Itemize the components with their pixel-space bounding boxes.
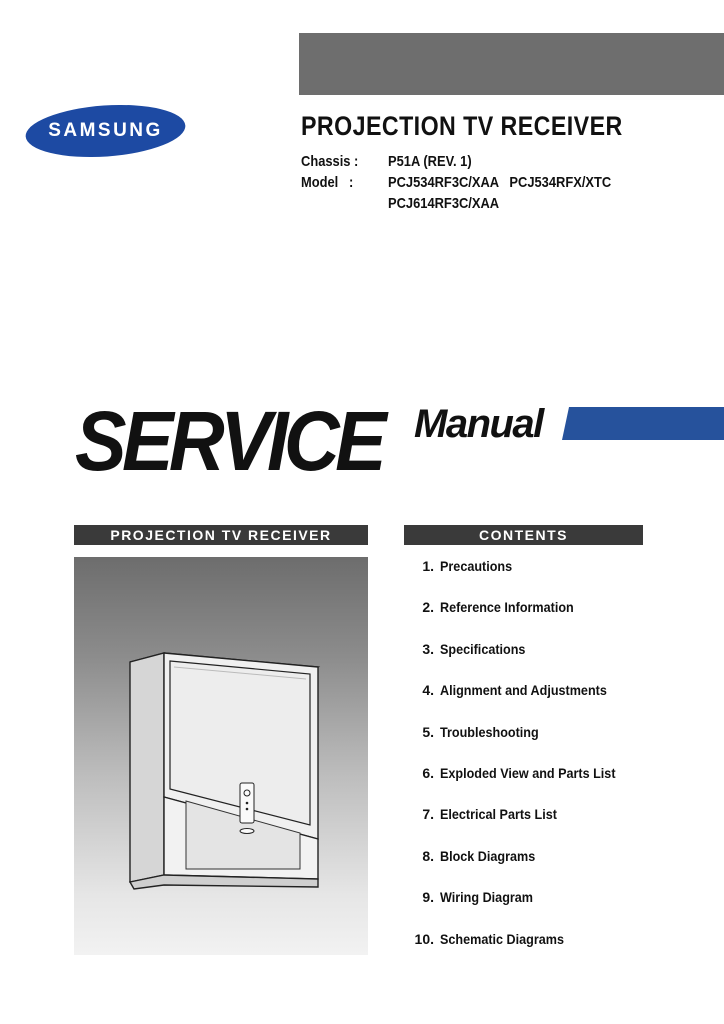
contents-item-label: Wiring Diagram xyxy=(440,889,534,906)
contents-item-number: 8. xyxy=(422,847,434,864)
contents-item-label: Alignment and Adjustments xyxy=(440,682,607,699)
contents-item[interactable] xyxy=(404,641,724,661)
contents-item-number: 9. xyxy=(422,889,434,906)
contents-item-number: 2. xyxy=(422,599,434,616)
contents-item-label: Block Diagrams xyxy=(440,847,536,864)
top-gray-bar xyxy=(299,33,724,95)
manual-wordmark: Manual xyxy=(414,402,543,446)
contents-item-label: Troubleshooting xyxy=(440,723,539,740)
projection-tv-icon xyxy=(74,557,368,955)
contents-item[interactable] xyxy=(404,724,724,744)
model-label: Model : xyxy=(301,174,354,191)
document-title: PROJECTION TV RECEIVER xyxy=(301,111,623,141)
contents-item-number: 4. xyxy=(422,682,434,699)
contents-item[interactable] xyxy=(404,931,724,951)
contents-item-number: 1. xyxy=(422,558,434,574)
chassis-label: Chassis : xyxy=(301,153,359,170)
contents-item-number: 6. xyxy=(422,765,434,781)
model-value-line2: PCJ614RF3C/XAA xyxy=(388,195,500,212)
contents-item-label: Reference Information xyxy=(440,599,574,616)
contents-item-number: 3. xyxy=(422,640,434,657)
service-wordmark: SERVICE xyxy=(75,394,383,488)
contents-item-label: Exploded View and Parts List xyxy=(440,765,616,781)
contents-item[interactable] xyxy=(404,848,724,868)
blue-accent-bar xyxy=(562,407,724,440)
samsung-logo xyxy=(25,104,186,158)
contents-item[interactable] xyxy=(404,765,724,785)
contents-item-label: Precautions xyxy=(440,558,513,574)
tv-illustration-panel xyxy=(74,557,368,955)
contents-item-label: Schematic Diagrams xyxy=(440,930,564,947)
contents-header: CONTENTS xyxy=(404,525,643,545)
contents-item[interactable] xyxy=(404,558,724,578)
contents-item[interactable] xyxy=(404,682,724,702)
contents-item-label: Specifications xyxy=(440,640,526,657)
contents-item-number: 10. xyxy=(414,930,434,947)
left-section-header: PROJECTION TV RECEIVER xyxy=(74,525,368,545)
contents-item-label: Electrical Parts List xyxy=(440,806,557,823)
contents-item[interactable] xyxy=(404,599,724,619)
contents-item-number: 5. xyxy=(422,723,434,740)
model-value-line1: PCJ534RF3C/XAA PCJ534RFX/XTC xyxy=(388,174,612,191)
logo-text: SAMSUNG xyxy=(48,120,163,141)
contents-item[interactable] xyxy=(404,889,724,909)
chassis-value: P51A (REV. 1) xyxy=(388,153,472,170)
contents-item[interactable] xyxy=(404,806,724,826)
contents-item-number: 7. xyxy=(422,806,434,823)
